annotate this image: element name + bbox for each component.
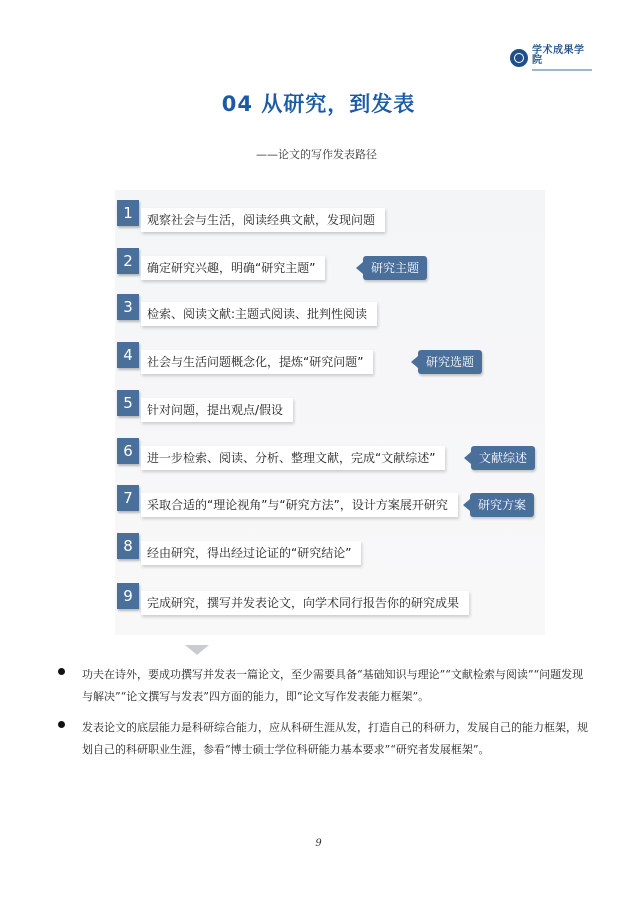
bullet-item bbox=[58, 717, 588, 761]
step-number: 7 bbox=[117, 485, 139, 511]
step-text: 采取合适的“理论视角”与“研究方法”，设计方案展开研究 bbox=[141, 493, 458, 517]
flow-down-arrow-icon bbox=[185, 645, 209, 655]
step-number: 3 bbox=[117, 294, 139, 320]
tag-research-plan: 研究方案 bbox=[470, 493, 534, 517]
page-subtitle: ——论文的写作发表路径 bbox=[256, 148, 377, 161]
step-number: 5 bbox=[117, 390, 139, 416]
institution-logo bbox=[510, 44, 592, 68]
step-number: 4 bbox=[117, 342, 139, 368]
logo-text: 学术成果学院 bbox=[532, 44, 585, 66]
step-number: 8 bbox=[117, 533, 139, 559]
logo-underline bbox=[532, 69, 592, 71]
page-title: 04 从研究，到发表 bbox=[221, 92, 416, 116]
tag-research-topic: 研究主题 bbox=[363, 256, 427, 280]
step-text: 完成研究，撰写并发表论文，向学术同行报告你的研究成果 bbox=[141, 591, 469, 615]
tag-research-question: 研究选题 bbox=[418, 350, 482, 374]
bullet-text: 功夫在诗外，要成功撰写并发表一篇论文，至少需要具备“基础知识与理论”“文献检索与阅读”“问题发现与解决”“论文撰写与发表”四方面的能力，即“论文写作发表能力框架”。 bbox=[82, 668, 584, 703]
step-text: 检索、阅读文献:主题式阅读、批判性阅读 bbox=[141, 302, 377, 326]
step-text: 确定研究兴趣，明确“研究主题” bbox=[141, 256, 325, 280]
step-number: 6 bbox=[117, 438, 139, 464]
bullet-list bbox=[58, 664, 588, 770]
step-text: 社会与生活问题概念化，提炼“研究问题” bbox=[141, 350, 373, 374]
step-number: 9 bbox=[117, 583, 139, 609]
step-text: 进一步检索、阅读、分析、整理文献，完成“文献综述” bbox=[141, 446, 445, 470]
step-text: 针对问题，提出观点/假设 bbox=[141, 398, 293, 422]
bullet-dot-icon bbox=[58, 721, 65, 728]
step-number: 1 bbox=[117, 200, 139, 226]
step-text: 观察社会与生活，阅读经典文献，发现问题 bbox=[141, 208, 385, 232]
bullet-text: 发表论文的底层能力是科研综合能力，应从科研生涯从发，打造自己的科研力，发展自己的能力框架，规划自己的科研职业生涯，参看“博士硕士学位科研能力基本要求”“研究者发展框架”。 bbox=[82, 721, 588, 756]
bullet-dot-icon bbox=[58, 668, 65, 675]
page-number: 9 bbox=[315, 838, 322, 849]
tag-literature-review: 文献综述 bbox=[471, 446, 535, 470]
emblem-icon bbox=[510, 49, 528, 67]
step-number: 2 bbox=[117, 248, 139, 274]
bullet-item bbox=[58, 664, 588, 708]
step-text: 经由研究，得出经过论证的“研究结论” bbox=[141, 541, 361, 565]
